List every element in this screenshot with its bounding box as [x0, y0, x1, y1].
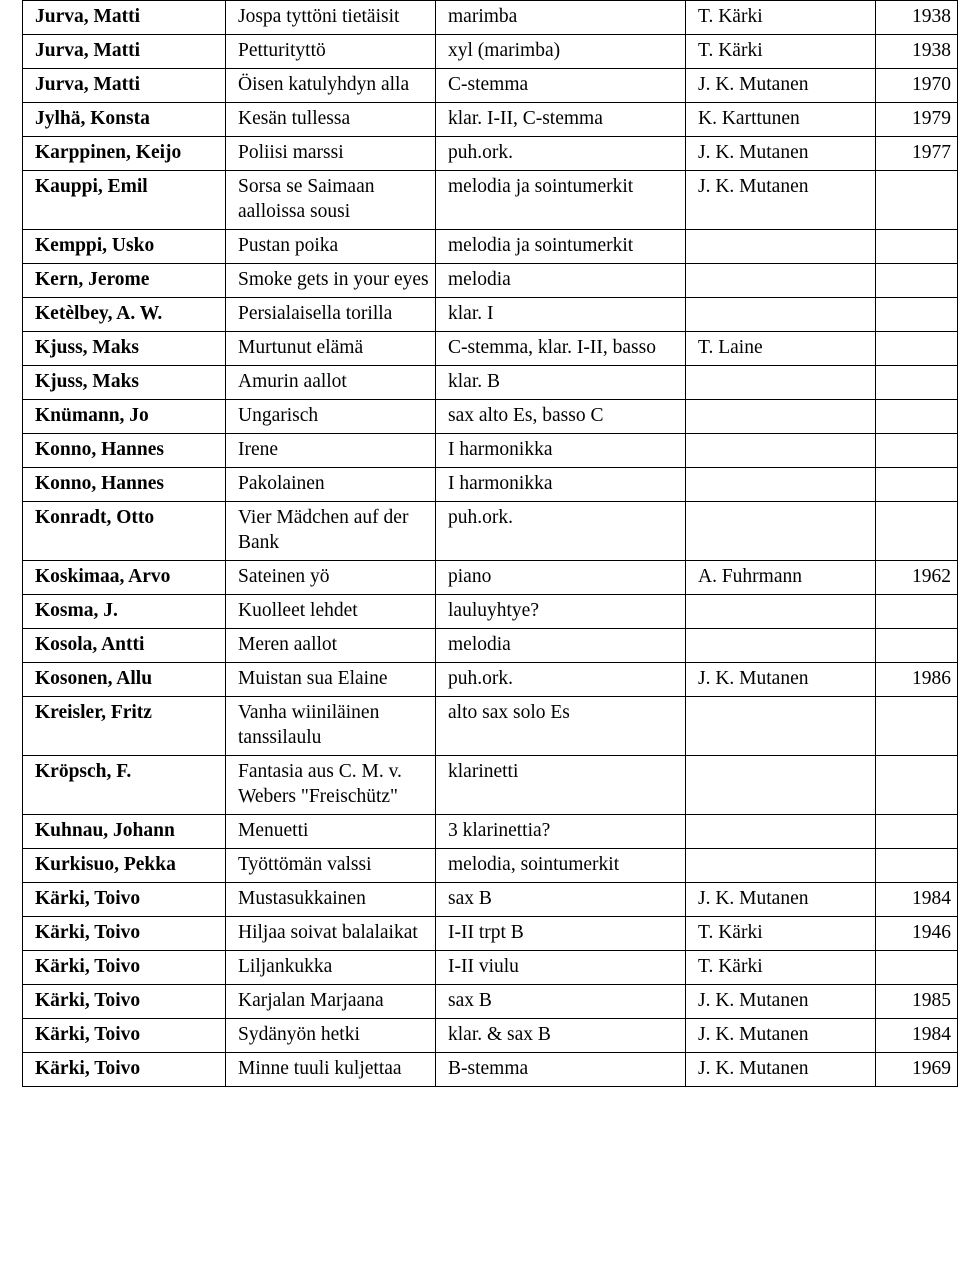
title-cell: Sorsa se Saimaan aalloissa sousi	[226, 171, 436, 230]
instrumentation-cell: sax alto Es, basso C	[436, 400, 686, 434]
title-cell: Fantasia aus C. M. v. Webers "Freischütz"	[226, 756, 436, 815]
table-row	[23, 137, 958, 171]
instrumentation-cell: I-II trpt B	[436, 917, 686, 951]
table-row	[23, 366, 958, 400]
year-cell	[876, 629, 958, 663]
year-cell	[876, 815, 958, 849]
arranger-cell: T. Kärki	[686, 1, 876, 35]
year-cell: 1969	[876, 1053, 958, 1087]
year-cell: 1938	[876, 1, 958, 35]
composer-cell: Knümann, Jo	[23, 400, 226, 434]
table-row	[23, 103, 958, 137]
title-cell: Hiljaa soivat balalaikat	[226, 917, 436, 951]
title-cell: Pustan poika	[226, 230, 436, 264]
instrumentation-cell: melodia	[436, 264, 686, 298]
arranger-cell: T. Laine	[686, 332, 876, 366]
instrumentation-cell: xyl (marimba)	[436, 35, 686, 69]
arranger-cell	[686, 595, 876, 629]
table-row	[23, 561, 958, 595]
instrumentation-cell: melodia	[436, 629, 686, 663]
composer-cell: Kurkisuo, Pekka	[23, 849, 226, 883]
table-row	[23, 756, 958, 815]
table-row	[23, 69, 958, 103]
year-cell	[876, 366, 958, 400]
arranger-cell	[686, 264, 876, 298]
composer-cell: Kärki, Toivo	[23, 883, 226, 917]
composer-cell: Jurva, Matti	[23, 1, 226, 35]
title-cell: Meren aallot	[226, 629, 436, 663]
year-cell	[876, 849, 958, 883]
instrumentation-cell: lauluyhtye?	[436, 595, 686, 629]
composer-cell: Konradt, Otto	[23, 502, 226, 561]
year-cell	[876, 468, 958, 502]
year-cell	[876, 756, 958, 815]
instrumentation-cell: melodia ja sointumerkit	[436, 230, 686, 264]
arranger-cell	[686, 502, 876, 561]
year-cell	[876, 595, 958, 629]
instrumentation-cell: marimba	[436, 1, 686, 35]
composer-cell: Kemppi, Usko	[23, 230, 226, 264]
arranger-cell	[686, 697, 876, 756]
title-cell: Muistan sua Elaine	[226, 663, 436, 697]
instrumentation-cell: melodia, sointumerkit	[436, 849, 686, 883]
instrumentation-cell: C-stemma, klar. I-II, basso	[436, 332, 686, 366]
composer-cell: Kjuss, Maks	[23, 332, 226, 366]
title-cell: Minne tuuli kuljettaa	[226, 1053, 436, 1087]
arranger-cell: J. K. Mutanen	[686, 171, 876, 230]
year-cell	[876, 171, 958, 230]
title-cell: Kesän tullessa	[226, 103, 436, 137]
instrumentation-cell: sax B	[436, 883, 686, 917]
composer-cell: Kärki, Toivo	[23, 985, 226, 1019]
table-row	[23, 35, 958, 69]
composer-cell: Koskimaa, Arvo	[23, 561, 226, 595]
composer-cell: Konno, Hannes	[23, 434, 226, 468]
table-body	[23, 1, 958, 1087]
title-cell: Vanha wiiniläinen tanssilaulu	[226, 697, 436, 756]
composer-cell: Kärki, Toivo	[23, 917, 226, 951]
year-cell	[876, 951, 958, 985]
composer-cell: Ketèlbey, A. W.	[23, 298, 226, 332]
arranger-cell	[686, 366, 876, 400]
composer-cell: Kreisler, Fritz	[23, 697, 226, 756]
table-row	[23, 1, 958, 35]
table-row	[23, 502, 958, 561]
arranger-cell	[686, 230, 876, 264]
arranger-cell	[686, 629, 876, 663]
arranger-cell: J. K. Mutanen	[686, 663, 876, 697]
year-cell	[876, 502, 958, 561]
composer-cell: Kjuss, Maks	[23, 366, 226, 400]
year-cell: 1984	[876, 883, 958, 917]
arranger-cell: A. Fuhrmann	[686, 561, 876, 595]
instrumentation-cell: klar. I	[436, 298, 686, 332]
arranger-cell	[686, 468, 876, 502]
year-cell: 1970	[876, 69, 958, 103]
table-row	[23, 917, 958, 951]
instrumentation-cell: C-stemma	[436, 69, 686, 103]
composer-cell: Kuhnau, Johann	[23, 815, 226, 849]
table-row	[23, 985, 958, 1019]
arranger-cell: J. K. Mutanen	[686, 883, 876, 917]
year-cell: 1962	[876, 561, 958, 595]
year-cell: 1946	[876, 917, 958, 951]
table-row	[23, 230, 958, 264]
title-cell: Karjalan Marjaana	[226, 985, 436, 1019]
arranger-cell: J. K. Mutanen	[686, 1053, 876, 1087]
title-cell: Murtunut elämä	[226, 332, 436, 366]
year-cell	[876, 332, 958, 366]
year-cell: 1985	[876, 985, 958, 1019]
table-row	[23, 264, 958, 298]
composer-cell: Jylhä, Konsta	[23, 103, 226, 137]
title-cell: Smoke gets in your eyes	[226, 264, 436, 298]
instrumentation-cell: I harmonikka	[436, 434, 686, 468]
instrumentation-cell: puh.ork.	[436, 137, 686, 171]
instrumentation-cell: piano	[436, 561, 686, 595]
arranger-cell: T. Kärki	[686, 951, 876, 985]
table-row	[23, 171, 958, 230]
arranger-cell	[686, 400, 876, 434]
instrumentation-cell: klar. B	[436, 366, 686, 400]
composer-cell: Kosma, J.	[23, 595, 226, 629]
title-cell: Menuetti	[226, 815, 436, 849]
title-cell: Ungarisch	[226, 400, 436, 434]
arranger-cell	[686, 434, 876, 468]
year-cell: 1938	[876, 35, 958, 69]
instrumentation-cell: alto sax solo Es	[436, 697, 686, 756]
table-row	[23, 400, 958, 434]
year-cell	[876, 434, 958, 468]
title-cell: Pakolainen	[226, 468, 436, 502]
title-cell: Liljankukka	[226, 951, 436, 985]
table-row	[23, 298, 958, 332]
year-cell	[876, 298, 958, 332]
composer-cell: Kauppi, Emil	[23, 171, 226, 230]
instrumentation-cell: klarinetti	[436, 756, 686, 815]
table-row	[23, 815, 958, 849]
year-cell	[876, 697, 958, 756]
arranger-cell: J. K. Mutanen	[686, 985, 876, 1019]
table-row	[23, 1019, 958, 1053]
instrumentation-cell: klar. I-II, C-stemma	[436, 103, 686, 137]
composer-cell: Kröpsch, F.	[23, 756, 226, 815]
year-cell	[876, 230, 958, 264]
arranger-cell: J. K. Mutanen	[686, 69, 876, 103]
title-cell: Työttömän valssi	[226, 849, 436, 883]
composer-cell: Karppinen, Keijo	[23, 137, 226, 171]
composer-cell: Kosonen, Allu	[23, 663, 226, 697]
instrumentation-cell: 3 klarinettia?	[436, 815, 686, 849]
arranger-cell: T. Kärki	[686, 35, 876, 69]
title-cell: Irene	[226, 434, 436, 468]
arranger-cell: J. K. Mutanen	[686, 1019, 876, 1053]
instrumentation-cell: I-II viulu	[436, 951, 686, 985]
composer-cell: Konno, Hannes	[23, 468, 226, 502]
title-cell: Petturityttö	[226, 35, 436, 69]
table-row	[23, 951, 958, 985]
title-cell: Poliisi marssi	[226, 137, 436, 171]
table-row	[23, 883, 958, 917]
table-row	[23, 332, 958, 366]
year-cell: 1977	[876, 137, 958, 171]
title-cell: Öisen katulyhdyn alla	[226, 69, 436, 103]
table-row	[23, 434, 958, 468]
instrumentation-cell: sax B	[436, 985, 686, 1019]
arranger-cell	[686, 756, 876, 815]
title-cell: Mustasukkainen	[226, 883, 436, 917]
instrumentation-cell: B-stemma	[436, 1053, 686, 1087]
arranger-cell	[686, 815, 876, 849]
instrumentation-cell: puh.ork.	[436, 502, 686, 561]
arranger-cell: J. K. Mutanen	[686, 137, 876, 171]
table-row	[23, 629, 958, 663]
year-cell	[876, 264, 958, 298]
composer-cell: Jurva, Matti	[23, 69, 226, 103]
composer-cell: Kern, Jerome	[23, 264, 226, 298]
table-row	[23, 1053, 958, 1087]
table-row	[23, 595, 958, 629]
arranger-cell: T. Kärki	[686, 917, 876, 951]
title-cell: Vier Mädchen auf der Bank	[226, 502, 436, 561]
title-cell: Sateinen yö	[226, 561, 436, 595]
instrumentation-cell: I harmonikka	[436, 468, 686, 502]
year-cell	[876, 400, 958, 434]
arranger-cell	[686, 849, 876, 883]
year-cell: 1984	[876, 1019, 958, 1053]
title-cell: Persialaisella torilla	[226, 298, 436, 332]
composer-cell: Kärki, Toivo	[23, 1019, 226, 1053]
year-cell: 1979	[876, 103, 958, 137]
table-row	[23, 849, 958, 883]
composer-cell: Kosola, Antti	[23, 629, 226, 663]
instrumentation-cell: melodia ja sointumerkit	[436, 171, 686, 230]
table-row	[23, 697, 958, 756]
year-cell: 1986	[876, 663, 958, 697]
table-row	[23, 663, 958, 697]
title-cell: Amurin aallot	[226, 366, 436, 400]
composer-cell: Jurva, Matti	[23, 35, 226, 69]
title-cell: Kuolleet lehdet	[226, 595, 436, 629]
composer-cell: Kärki, Toivo	[23, 1053, 226, 1087]
arranger-cell	[686, 298, 876, 332]
composer-cell: Kärki, Toivo	[23, 951, 226, 985]
arranger-cell: K. Karttunen	[686, 103, 876, 137]
title-cell: Jospa tyttöni tietäisit	[226, 1, 436, 35]
instrumentation-cell: puh.ork.	[436, 663, 686, 697]
title-cell: Sydänyön hetki	[226, 1019, 436, 1053]
instrumentation-cell: klar. & sax B	[436, 1019, 686, 1053]
arrangements-table	[22, 0, 958, 1087]
table-row	[23, 468, 958, 502]
